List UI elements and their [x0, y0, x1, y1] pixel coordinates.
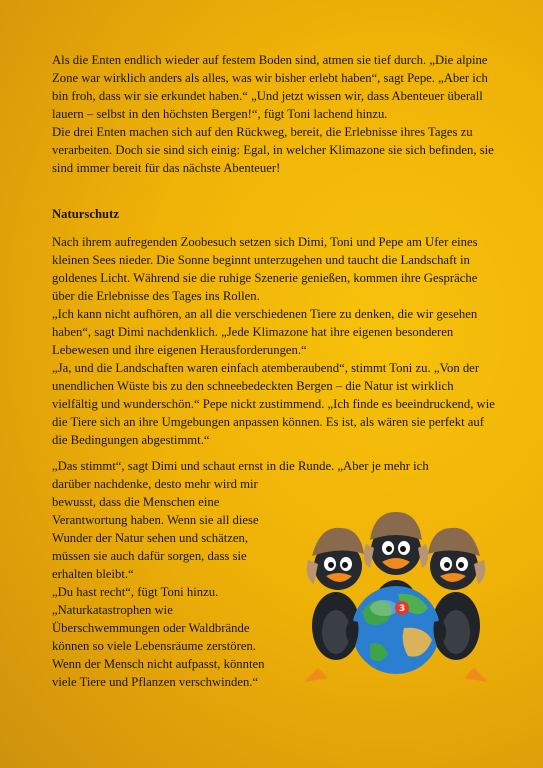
- paragraph: „Das stimmt“, sagt Dimi und schaut ernst in die Runde. „Aber je mehr ich: [52, 459, 429, 473]
- section-heading: Naturschutz: [52, 207, 119, 221]
- globe: [352, 586, 440, 674]
- duck-right: [428, 528, 488, 682]
- paragraph: Nach ihrem aufregenden Zoobesuch setzen sich Dimi, Toni und Pepe am Ufer eines kleinen Sees nieder. Die Sonne beginnt unterzugehen und taucht die Landschaft in goldenes Licht. Während sie die ruhige Szenerie genießen, kommen ihre Gespräche über die Erlebnisse des Tages ins Rollen.: [52, 235, 478, 303]
- paragraph: „Ich kann nicht aufhören, an all die verschiedenen Tiere zu denken, die wir gesehen haben“, sagt Dimi nachdenklich. „Jede Klimazone hat ihre eigenen besonderen Lebewesen und ihre eigenen Herausforderungen.“: [52, 307, 478, 357]
- paragraph: Die drei Enten machen sich auf den Rückweg, bereit, die Erlebnisse ihres Tages zu verarbeiten. Doch sie sind sich einig: Egal, in welcher Klimazone sie sich befinden, sie sind immer bereit für das nächste Abenteuer!: [52, 125, 494, 175]
- ducks-globe-illustration: [300, 508, 492, 686]
- paragraph: darüber nachdenke, desto mehr wird mir bewusst, dass die Menschen eine Verantwortung haben. Wenn sie all diese Wunder der Natur sehen und schätzen, müssen sie auch dafür sorgen, dass sie erhalten bleibt.“: [52, 477, 259, 581]
- paragraph: „Ja, und die Landschaften waren einfach atemberaubend“, stimmt Toni zu. „Von der unendlichen Wüste bis zu den schneebedeckten Bergen – die Natur ist wirklich vielfältig und wunderschön.“ Pepe nickt zustimmend. „Ich finde es beeindruckend, wie die Tiere sich an ihre Umgebungen anpassen können. Es ist, als wären sie perfekt auf die Bedingungen abgestimmt.“: [52, 361, 495, 447]
- paragraph: „Du hast recht“, fügt Toni hinzu. „Naturkatastrophen wie Überschwemmungen oder Waldbrände können so viele Lebensräume zerstören. Wenn der Mensch nicht aufpasst, könnten viele Tiere und Pflanzen verschwinden.“: [52, 585, 265, 689]
- paragraph: Als die Enten endlich wieder auf festem Boden sind, atmen sie tief durch. „Die alpine Zone war wirklich anders als alles, was wir bisher erlebt haben“, sagt Pepe. „Aber ich bin froh, dass wir sie erkundet haben.“ „Und jetzt wissen wir, dass Abenteuer überall lauern – selbst in den höchsten Bergen!“, fügt Toni lachend hinzu.: [52, 53, 488, 121]
- duck-left: [304, 528, 364, 682]
- location-badge-number: 3: [398, 604, 406, 614]
